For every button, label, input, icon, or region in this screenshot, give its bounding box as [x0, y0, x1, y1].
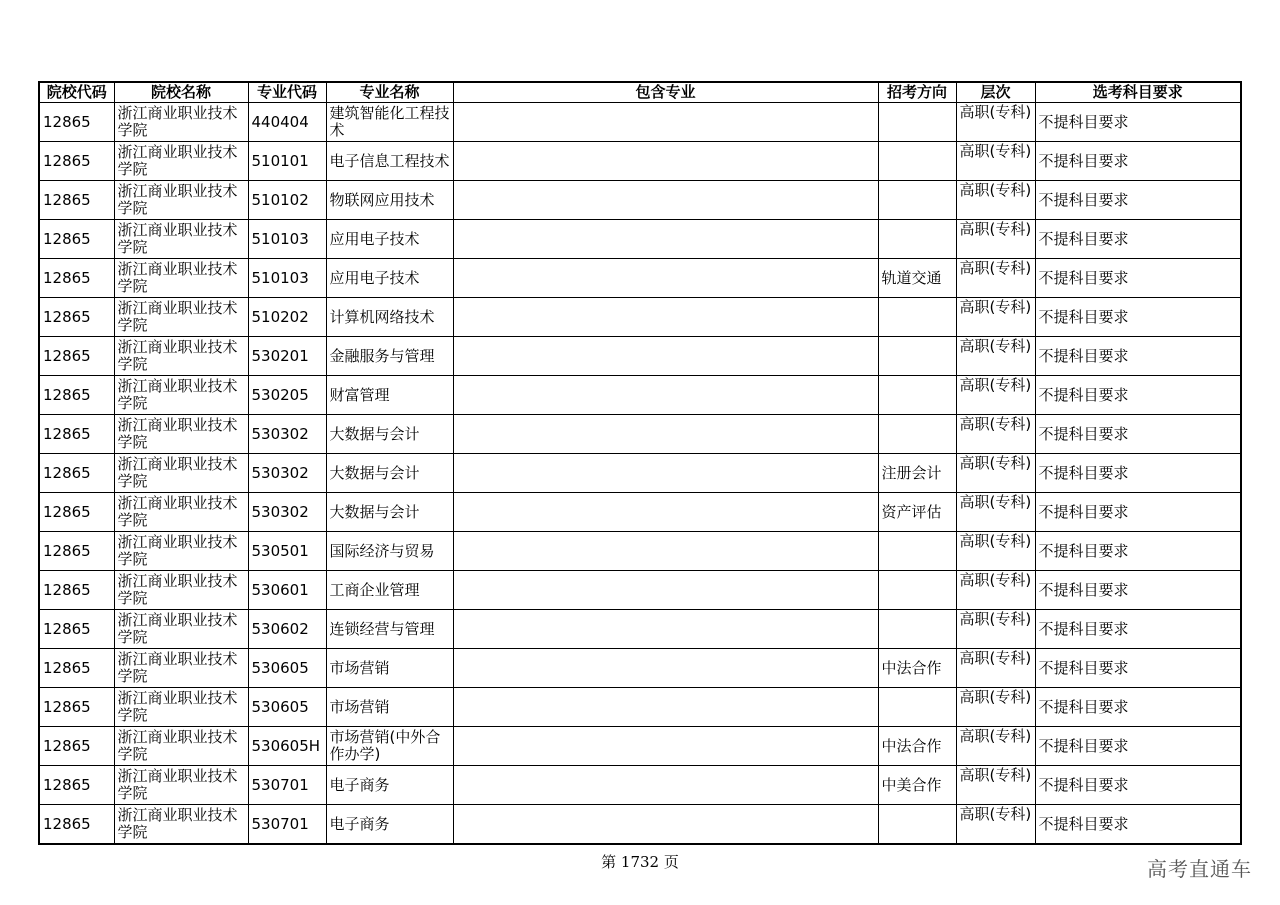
school-code-cell: 12865: [39, 142, 114, 181]
level-cell: 高职(专科): [956, 376, 1035, 415]
school-name-header: 院校名称: [114, 82, 248, 103]
table-body: [39, 103, 1241, 845]
requirement-cell: 不提科目要求: [1035, 649, 1241, 688]
school-code-cell: 12865: [39, 103, 114, 142]
included-majors-cell: [453, 610, 878, 649]
level-cell: 高职(专科): [956, 337, 1035, 376]
major-name-cell: 电子商务: [326, 805, 453, 845]
requirement-cell: 不提科目要求: [1035, 181, 1241, 220]
school-name-cell: 浙江商业职业技术学院: [114, 727, 248, 766]
included-majors-cell: [453, 727, 878, 766]
included-majors-cell: [453, 220, 878, 259]
table-row: [39, 415, 1241, 454]
major-name-cell: 大数据与会计: [326, 415, 453, 454]
school-name-cell: 浙江商业职业技术学院: [114, 571, 248, 610]
requirement-cell: 不提科目要求: [1035, 610, 1241, 649]
requirement-cell: 不提科目要求: [1035, 220, 1241, 259]
major-code-cell: 510103: [248, 259, 326, 298]
table-row: [39, 766, 1241, 805]
level-cell: 高职(专科): [956, 259, 1035, 298]
major-code-cell: 530205: [248, 376, 326, 415]
requirement-cell: 不提科目要求: [1035, 298, 1241, 337]
requirement-cell: 不提科目要求: [1035, 337, 1241, 376]
major-name-cell: 市场营销(中外合作办学): [326, 727, 453, 766]
major-code-cell: 530201: [248, 337, 326, 376]
school-code-cell: 12865: [39, 454, 114, 493]
requirement-cell: 不提科目要求: [1035, 571, 1241, 610]
table-row: [39, 571, 1241, 610]
level-cell: 高职(专科): [956, 610, 1035, 649]
school-code-cell: 12865: [39, 493, 114, 532]
direction-cell: 中法合作: [878, 649, 956, 688]
school-code-cell: 12865: [39, 337, 114, 376]
school-code-cell: 12865: [39, 181, 114, 220]
direction-cell: [878, 805, 956, 845]
table-row: [39, 688, 1241, 727]
direction-cell: [878, 532, 956, 571]
direction-cell: [878, 181, 956, 220]
school-code-cell: 12865: [39, 298, 114, 337]
table-row: [39, 220, 1241, 259]
school-code-cell: 12865: [39, 376, 114, 415]
table-row: [39, 805, 1241, 845]
level-cell: 高职(专科): [956, 571, 1035, 610]
level-cell: 高职(专科): [956, 415, 1035, 454]
included-majors-cell: [453, 142, 878, 181]
direction-cell: [878, 688, 956, 727]
level-cell: 高职(专科): [956, 493, 1035, 532]
major-name-cell: 大数据与会计: [326, 454, 453, 493]
direction-cell: 中法合作: [878, 727, 956, 766]
school-code-cell: 12865: [39, 259, 114, 298]
table-row: [39, 454, 1241, 493]
table-row: [39, 298, 1241, 337]
school-name-cell: 浙江商业职业技术学院: [114, 220, 248, 259]
level-cell: 高职(专科): [956, 532, 1035, 571]
included-majors-cell: [453, 415, 878, 454]
major-code-cell: 510101: [248, 142, 326, 181]
included-majors-cell: [453, 259, 878, 298]
major-name-cell: 应用电子技术: [326, 259, 453, 298]
direction-cell: 中美合作: [878, 766, 956, 805]
major-name-cell: 财富管理: [326, 376, 453, 415]
school-code-header: 院校代码: [39, 82, 114, 103]
direction-cell: 轨道交通: [878, 259, 956, 298]
major-name-cell: 市场营销: [326, 649, 453, 688]
direction-cell: 注册会计: [878, 454, 956, 493]
included-majors-cell: [453, 103, 878, 142]
major-name-cell: 建筑智能化工程技术: [326, 103, 453, 142]
requirement-cell: 不提科目要求: [1035, 727, 1241, 766]
major-code-cell: 510202: [248, 298, 326, 337]
major-name-header: 专业名称: [326, 82, 453, 103]
school-name-cell: 浙江商业职业技术学院: [114, 103, 248, 142]
table-row: [39, 259, 1241, 298]
direction-cell: [878, 103, 956, 142]
major-code-cell: 530501: [248, 532, 326, 571]
school-name-cell: 浙江商业职业技术学院: [114, 532, 248, 571]
included-majors-cell: [453, 376, 878, 415]
major-name-cell: 市场营销: [326, 688, 453, 727]
school-name-cell: 浙江商业职业技术学院: [114, 649, 248, 688]
included-majors-cell: [453, 688, 878, 727]
major-name-cell: 应用电子技术: [326, 220, 453, 259]
school-code-cell: 12865: [39, 649, 114, 688]
school-name-cell: 浙江商业职业技术学院: [114, 142, 248, 181]
school-name-cell: 浙江商业职业技术学院: [114, 493, 248, 532]
included-majors-cell: [453, 532, 878, 571]
direction-cell: [878, 610, 956, 649]
major-code-cell: 530605: [248, 688, 326, 727]
major-name-cell: 电子商务: [326, 766, 453, 805]
major-name-cell: 工商企业管理: [326, 571, 453, 610]
school-name-cell: 浙江商业职业技术学院: [114, 688, 248, 727]
major-name-cell: 大数据与会计: [326, 493, 453, 532]
level-cell: 高职(专科): [956, 181, 1035, 220]
school-name-cell: 浙江商业职业技术学院: [114, 181, 248, 220]
direction-cell: [878, 415, 956, 454]
requirement-cell: 不提科目要求: [1035, 454, 1241, 493]
level-header: 层次: [956, 82, 1035, 103]
school-name-cell: 浙江商业职业技术学院: [114, 415, 248, 454]
school-code-cell: 12865: [39, 610, 114, 649]
included-majors-cell: [453, 454, 878, 493]
major-code-cell: 530605H: [248, 727, 326, 766]
direction-cell: [878, 571, 956, 610]
table-row: [39, 493, 1241, 532]
school-name-cell: 浙江商业职业技术学院: [114, 454, 248, 493]
direction-cell: [878, 376, 956, 415]
table-row: [39, 649, 1241, 688]
major-code-cell: 530302: [248, 415, 326, 454]
requirement-cell: 不提科目要求: [1035, 532, 1241, 571]
major-code-cell: 530602: [248, 610, 326, 649]
major-name-cell: 连锁经营与管理: [326, 610, 453, 649]
school-code-cell: 12865: [39, 220, 114, 259]
major-code-cell: 510103: [248, 220, 326, 259]
requirement-cell: 不提科目要求: [1035, 493, 1241, 532]
direction-cell: [878, 337, 956, 376]
requirement-cell: 不提科目要求: [1035, 766, 1241, 805]
direction-cell: [878, 298, 956, 337]
admissions-table: [38, 81, 1242, 845]
level-cell: 高职(专科): [956, 727, 1035, 766]
level-cell: 高职(专科): [956, 454, 1035, 493]
direction-cell: 资产评估: [878, 493, 956, 532]
level-cell: 高职(专科): [956, 805, 1035, 845]
included-majors-cell: [453, 649, 878, 688]
table-header: [39, 82, 1241, 103]
school-name-cell: 浙江商业职业技术学院: [114, 805, 248, 845]
school-name-cell: 浙江商业职业技术学院: [114, 337, 248, 376]
major-code-cell: 530302: [248, 493, 326, 532]
school-code-cell: 12865: [39, 571, 114, 610]
major-name-cell: 国际经济与贸易: [326, 532, 453, 571]
table-row: [39, 610, 1241, 649]
major-name-cell: 金融服务与管理: [326, 337, 453, 376]
level-cell: 高职(专科): [956, 103, 1035, 142]
direction-cell: [878, 220, 956, 259]
major-code-header: 专业代码: [248, 82, 326, 103]
requirement-cell: 不提科目要求: [1035, 103, 1241, 142]
table-row: [39, 181, 1241, 220]
table-row: [39, 727, 1241, 766]
requirement-cell: 不提科目要求: [1035, 259, 1241, 298]
table-row: [39, 142, 1241, 181]
table-row: [39, 376, 1241, 415]
direction-cell: [878, 142, 956, 181]
page-number: 第 1732 页: [601, 853, 679, 871]
included-majors-cell: [453, 766, 878, 805]
school-code-cell: 12865: [39, 688, 114, 727]
included-majors-cell: [453, 805, 878, 845]
school-name-cell: 浙江商业职业技术学院: [114, 298, 248, 337]
included-majors-cell: [453, 571, 878, 610]
school-name-cell: 浙江商业职业技术学院: [114, 259, 248, 298]
major-code-cell: 530605: [248, 649, 326, 688]
requirement-cell: 不提科目要求: [1035, 805, 1241, 845]
level-cell: 高职(专科): [956, 298, 1035, 337]
major-code-cell: 530701: [248, 805, 326, 845]
table-row: [39, 103, 1241, 142]
requirement-cell: 不提科目要求: [1035, 415, 1241, 454]
school-name-cell: 浙江商业职业技术学院: [114, 376, 248, 415]
major-name-cell: 电子信息工程技术: [326, 142, 453, 181]
requirement-cell: 不提科目要求: [1035, 376, 1241, 415]
included-majors-cell: [453, 337, 878, 376]
school-code-cell: 12865: [39, 415, 114, 454]
level-cell: 高职(专科): [956, 688, 1035, 727]
requirement-cell: 不提科目要求: [1035, 142, 1241, 181]
level-cell: 高职(专科): [956, 220, 1035, 259]
major-code-cell: 530302: [248, 454, 326, 493]
school-code-cell: 12865: [39, 727, 114, 766]
level-cell: 高职(专科): [956, 766, 1035, 805]
direction-header: 招考方向: [878, 82, 956, 103]
major-code-cell: 530701: [248, 766, 326, 805]
requirement-cell: 不提科目要求: [1035, 688, 1241, 727]
major-code-cell: 530601: [248, 571, 326, 610]
included-majors-cell: [453, 493, 878, 532]
included-majors-cell: [453, 181, 878, 220]
major-code-cell: 510102: [248, 181, 326, 220]
school-code-cell: 12865: [39, 766, 114, 805]
table-row: [39, 337, 1241, 376]
major-name-cell: 物联网应用技术: [326, 181, 453, 220]
header-row: [39, 82, 1241, 103]
included-majors-header: 包含专业: [453, 82, 878, 103]
level-cell: 高职(专科): [956, 649, 1035, 688]
major-name-cell: 计算机网络技术: [326, 298, 453, 337]
level-cell: 高职(专科): [956, 142, 1035, 181]
major-code-cell: 440404: [248, 103, 326, 142]
watermark-text: 高考直通车: [1147, 857, 1252, 881]
school-name-cell: 浙江商业职业技术学院: [114, 610, 248, 649]
table-row: [39, 532, 1241, 571]
school-name-cell: 浙江商业职业技术学院: [114, 766, 248, 805]
school-code-cell: 12865: [39, 805, 114, 845]
school-code-cell: 12865: [39, 532, 114, 571]
requirement-header: 选考科目要求: [1035, 82, 1241, 103]
included-majors-cell: [453, 298, 878, 337]
